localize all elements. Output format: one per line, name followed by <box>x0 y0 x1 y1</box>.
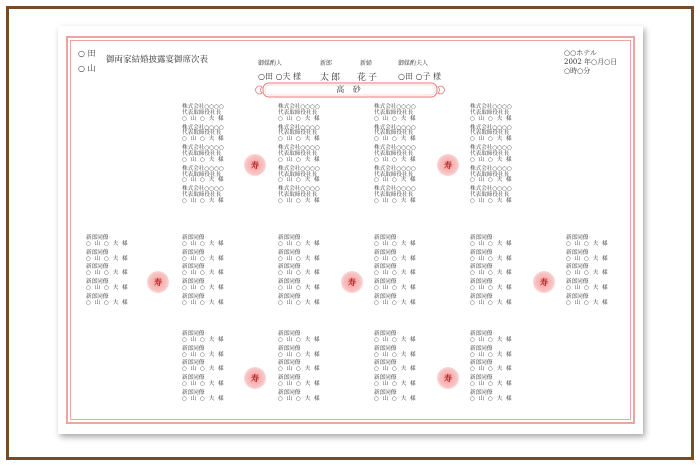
guest-entry: 新郎同僚 ○ 山 ○ 夫 様 <box>278 264 320 277</box>
page-title: 御両家結婚披露宴御席次表 <box>106 55 209 65</box>
guest-entry: 株式会社○○○○ 代表取締役社長 ○ 山 ○ 夫 様 <box>278 165 320 184</box>
guest-entry: 新郎同僚 ○ 山 ○ 夫 様 <box>182 331 224 343</box>
guest-entry: 新郎同僚 ○ 山 ○ 夫 様 <box>470 345 512 358</box>
kotobuki-badge: 寿 <box>437 367 459 389</box>
guest-entry: 新郎同僚 ○ 山 ○ 夫 様 <box>566 249 608 262</box>
guest-entry: 新郎同僚 ○ 山 ○ 夫 様 <box>566 235 608 247</box>
guest-entry: 新郎同僚 ○ 山 ○ 夫 様 <box>470 235 512 247</box>
guest-entry: 新郎同僚 ○ 山 ○ 夫 様 <box>278 249 320 262</box>
host-role: 新郎 <box>320 60 333 67</box>
family-name-1: ○ 田 <box>78 49 96 58</box>
kotobuki-badge: 寿 <box>147 271 169 293</box>
guest-entry: 新郎同僚 ○ 山 ○ 夫 様 <box>86 293 128 306</box>
table-guests-company <box>374 105 416 208</box>
guest-entry: 新郎同僚 ○ 山 ○ 夫 様 <box>182 249 224 262</box>
guest-entry: 株式会社○○○○ 代表取締役社長 ○ 山 ○ 夫 様 <box>374 104 416 122</box>
guest-entry: 新郎同僚 ○ 山 ○ 夫 様 <box>374 331 416 343</box>
guest-entry: 新郎同僚 ○ 山 ○ 夫 様 <box>470 331 512 343</box>
guest-entry: 新郎同僚 ○ 山 ○ 夫 様 <box>470 293 512 306</box>
guest-entry: 新郎同僚 ○ 山 ○ 夫 様 <box>374 249 416 262</box>
guest-entry: 株式会社○○○○ 代表取締役社長 ○ 山 ○ 夫 様 <box>182 104 224 122</box>
table-guests-classmates <box>470 236 512 310</box>
table-guests-classmates <box>470 332 512 406</box>
guest-entry: 株式会社○○○○ 代表取締役社長 ○ 山 ○ 夫 様 <box>278 124 320 143</box>
guest-entry: 新郎同僚 ○ 山 ○ 夫 様 <box>182 279 224 292</box>
guest-entry: 新郎同僚 ○ 山 ○ 夫 様 <box>278 345 320 358</box>
guest-entry: 新郎同僚 ○ 山 ○ 夫 様 <box>278 279 320 292</box>
guest-entry: 新郎同僚 ○ 山 ○ 夫 様 <box>278 331 320 343</box>
venue: ○○ホテル <box>564 49 597 57</box>
guest-entry: 新郎同僚 ○ 山 ○ 夫 様 <box>374 293 416 306</box>
event-time: ○時○分 <box>564 67 591 75</box>
guest-entry: 新郎同僚 ○ 山 ○ 夫 様 <box>470 360 512 373</box>
guest-entry: 新郎同僚 ○ 山 ○ 夫 様 <box>182 345 224 358</box>
guest-entry: 新郎同僚 ○ 山 ○ 夫 様 <box>374 264 416 277</box>
guest-entry: 新郎同僚 ○ 山 ○ 夫 様 <box>278 375 320 388</box>
guest-entry: 新郎同僚 ○ 山 ○ 夫 様 <box>566 279 608 292</box>
guest-entry: 株式会社○○○○ 代表取締役社長 ○ 山 ○ 夫 様 <box>278 145 320 163</box>
guest-entry: 新郎同僚 ○ 山 ○ 夫 様 <box>374 389 416 402</box>
table-guests-classmates <box>566 236 608 310</box>
host-role: 御媒酌人 <box>258 60 283 67</box>
guest-entry: 株式会社○○○○ 代表取締役社長 ○ 山 ○ 夫 様 <box>182 186 224 205</box>
guest-entry: 株式会社○○○○ 代表取締役社長 ○ 山 ○ 夫 様 <box>278 186 320 205</box>
table-guests-classmates <box>278 332 320 406</box>
kotobuki-badge: 寿 <box>244 367 266 389</box>
guest-entry: 新郎同僚 ○ 山 ○ 夫 様 <box>182 360 224 373</box>
guest-entry: 新郎同僚 ○ 山 ○ 夫 様 <box>86 249 128 262</box>
guest-entry: 新郎同僚 ○ 山 ○ 夫 様 <box>182 389 224 402</box>
host-bride <box>357 58 379 83</box>
table-guests-classmates <box>278 236 320 310</box>
host-groom <box>320 58 342 83</box>
guest-entry: 新郎同僚 ○ 山 ○ 夫 様 <box>470 389 512 402</box>
event-info <box>564 49 617 76</box>
guest-entry: 新郎同僚 ○ 山 ○ 夫 様 <box>182 264 224 277</box>
kotobuki-badge: 寿 <box>341 271 363 293</box>
guest-entry: 株式会社○○○○ 代表取締役社長 ○ 山 ○ 夫 様 <box>278 104 320 122</box>
guest-entry: 新郎同僚 ○ 山 ○ 夫 様 <box>182 375 224 388</box>
guest-entry: 新郎同僚 ○ 山 ○ 夫 様 <box>374 375 416 388</box>
host-name: ○田 ○夫 様 <box>258 72 302 81</box>
guest-entry: 新郎同僚 ○ 山 ○ 夫 様 <box>374 345 416 358</box>
host-name: 花子 <box>357 73 380 83</box>
table-guests-company <box>182 105 224 208</box>
guest-entry: 新郎同僚 ○ 山 ○ 夫 様 <box>86 235 128 247</box>
table-guests-classmates <box>86 236 128 310</box>
guest-entry: 新郎同僚 ○ 山 ○ 夫 様 <box>374 360 416 373</box>
host-matchmaker-wife <box>398 58 441 82</box>
guest-entry: 新郎同僚 ○ 山 ○ 夫 様 <box>470 264 512 277</box>
host-role: 御媒酌夫人 <box>398 60 429 67</box>
table-guests-company <box>470 105 512 208</box>
guest-entry: 新郎同僚 ○ 山 ○ 夫 様 <box>182 293 224 306</box>
table-guests-company <box>278 105 320 208</box>
family-names <box>78 46 96 76</box>
guest-entry: 株式会社○○○○ 代表取締役社長 ○ 山 ○ 夫 様 <box>374 124 416 143</box>
kotobuki-badge: 寿 <box>244 154 266 176</box>
guest-entry: 株式会社○○○○ 代表取締役社長 ○ 山 ○ 夫 様 <box>374 165 416 184</box>
guest-entry: 新郎同僚 ○ 山 ○ 夫 様 <box>86 264 128 277</box>
host-matchmaker <box>258 58 301 82</box>
head-table-banner <box>253 82 447 98</box>
guest-entry: 新郎同僚 ○ 山 ○ 夫 様 <box>470 249 512 262</box>
guest-entry: 新郎同僚 ○ 山 ○ 夫 様 <box>278 389 320 402</box>
guest-entry: 株式会社○○○○ 代表取締役社長 ○ 山 ○ 夫 様 <box>470 104 512 122</box>
guest-entry: 株式会社○○○○ 代表取締役社長 ○ 山 ○ 夫 様 <box>374 145 416 163</box>
guest-entry: 株式会社○○○○ 代表取締役社長 ○ 山 ○ 夫 様 <box>182 124 224 143</box>
guest-entry: 株式会社○○○○ 代表取締役社長 ○ 山 ○ 夫 様 <box>470 124 512 143</box>
guest-entry: 新郎同僚 ○ 山 ○ 夫 様 <box>182 235 224 247</box>
guest-entry: 株式会社○○○○ 代表取締役社長 ○ 山 ○ 夫 様 <box>182 145 224 163</box>
kotobuki-badge: 寿 <box>437 154 459 176</box>
guest-entry: 株式会社○○○○ 代表取締役社長 ○ 山 ○ 夫 様 <box>470 165 512 184</box>
table-guests-classmates <box>374 236 416 310</box>
guest-entry: 新郎同僚 ○ 山 ○ 夫 様 <box>278 360 320 373</box>
guest-entry: 新郎同僚 ○ 山 ○ 夫 様 <box>470 375 512 388</box>
guest-entry: 新郎同僚 ○ 山 ○ 夫 様 <box>86 279 128 292</box>
guest-entry: 株式会社○○○○ 代表取締役社長 ○ 山 ○ 夫 様 <box>470 145 512 163</box>
host-name: ○田 ○子 様 <box>398 72 442 81</box>
guest-entry: 新郎同僚 ○ 山 ○ 夫 様 <box>278 293 320 306</box>
table-guests-classmates <box>182 332 224 406</box>
guest-entry: 新郎同僚 ○ 山 ○ 夫 様 <box>374 235 416 247</box>
table-guests-classmates <box>182 236 224 310</box>
head-table-label: 高 砂 <box>336 85 364 94</box>
guest-entry: 新郎同僚 ○ 山 ○ 夫 様 <box>566 264 608 277</box>
seating-chart-sheet <box>58 26 643 434</box>
guest-entry: 株式会社○○○○ 代表取締役社長 ○ 山 ○ 夫 様 <box>374 186 416 205</box>
guest-entry: 新郎同僚 ○ 山 ○ 夫 様 <box>566 293 608 306</box>
guest-entry: 新郎同僚 ○ 山 ○ 夫 様 <box>374 279 416 292</box>
kotobuki-badge: 寿 <box>533 271 555 293</box>
table-guests-classmates <box>374 332 416 406</box>
guest-entry: 株式会社○○○○ 代表取締役社長 ○ 山 ○ 夫 様 <box>470 186 512 205</box>
guest-entry: 株式会社○○○○ 代表取締役社長 ○ 山 ○ 夫 様 <box>182 165 224 184</box>
family-name-2: ○ 山 <box>78 64 96 73</box>
guest-entry: 新郎同僚 ○ 山 ○ 夫 様 <box>278 235 320 247</box>
guest-entry: 新郎同僚 ○ 山 ○ 夫 様 <box>470 279 512 292</box>
event-date: 2002 年○月○日 <box>564 58 618 66</box>
host-role: 新婦 <box>360 60 373 67</box>
host-name: 太郎 <box>320 73 343 83</box>
